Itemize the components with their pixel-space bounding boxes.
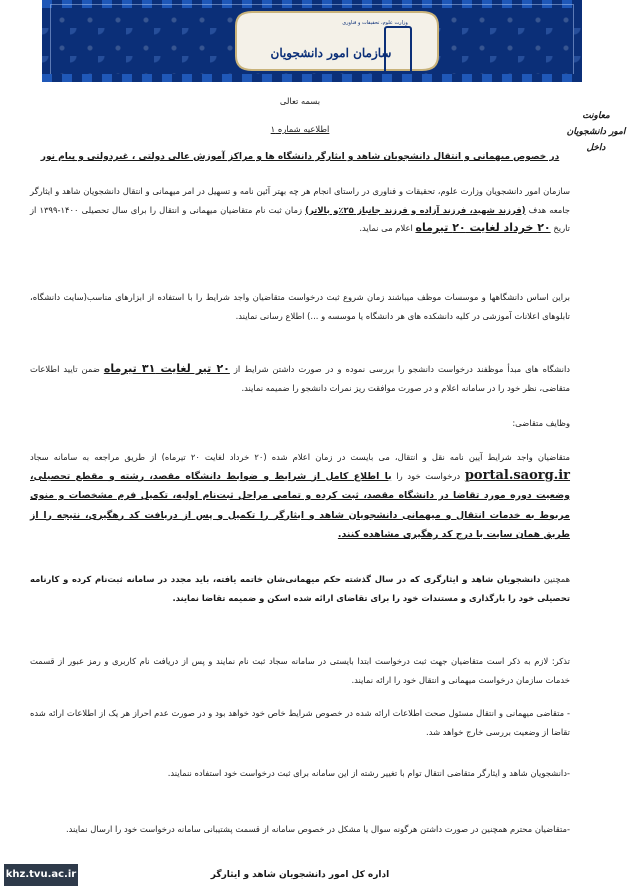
- p1-target-group: (فرزند شهید، فرزند آزاده و فرزند جانباز ۲۵٪و بالاتر): [305, 204, 526, 215]
- p1-date-range: ۲۰ خرداد لغایت ۲۰ تیرماه: [415, 221, 551, 234]
- p3-text-b: ضمن تایید اطلاعات متقاضی، نظر خود را در سامانه اعلام و در صورت موافقت ریز نمرات دانشجو را ضمیمه نمایند.: [30, 364, 570, 393]
- side-note-line2: امور دانشجویان داخل: [566, 127, 626, 153]
- basmala: بسمه تعالی: [279, 96, 321, 106]
- paragraph-1: [30, 182, 570, 238]
- banner-bottom-border: [42, 74, 582, 82]
- side-note-line1: معاونت: [582, 111, 610, 121]
- header-banner: [42, 0, 582, 82]
- p1-text-a: سازمان امور دانشجویان وزارت علوم، تحقیقات و فناوری در راستای انجام هر چه بهتر آئین نامه و تسهیل در امر میهمانی و انتقال دانشجویان شاهد و ایثارگر جامعه هدف: [30, 186, 570, 215]
- paragraph-9: -متقاضیان محترم همچنین در صورت داشتن هرگونه سوال یا مشکل در خصوص سامانه از قسمت پشتیبانی سامانه درخواست خود را ارسال نمایند.: [65, 824, 570, 834]
- p4-text-a: متقاضیان واجد شرایط آیین نامه نقل و انتقال، می بایست در زمان اعلام شده (۲۰ خرداد لغایت ۲۰ تیرماه) از طریق مراجعه به سامانه سجاد: [30, 452, 570, 462]
- ministry-line: وزارت علوم، تحقیقات و فناوری: [342, 20, 408, 26]
- paragraph-3: [30, 360, 570, 397]
- paragraph-4: [30, 448, 570, 545]
- signature: اداره کل امور دانشجویان شاهد و ایثارگر: [210, 870, 390, 880]
- paragraph-2: براین اساس دانشگاهها و موسسات موظف میباشند زمان شروع ثبت درخواست متقاضیان واجد شرایط را با استفاده از ابزارهای مناسب(سایت دانشگاه، تابلوهای اعلانات آموزشی در کلیه دانشکده های هر دانشگاه یا موسسه و ...) اطلاع رسانی نمایند.: [30, 292, 570, 321]
- p5-instructions: دانشجویان شاهد و ایثارگری که در سال گذشته حکم میهمانی‌شان خاتمه یافته، باید مجدد در سامانه ثبت‌نام کرده و کارنامه تحصیلی خود را بارگذاری و مستندات خود را برای تقاضای ارائه شده اسکن و ضمیمه تقاضا نمایند.: [30, 574, 570, 603]
- portal-link[interactable]: portal.saorg.ir: [464, 467, 571, 483]
- notice-subject: در خصوص میهمانی و انتقال دانشجویان شاهد و ایثارگر دانشگاه ها و مراکز آموزش عالی دولتی ، غیردولتی و پیام نور: [40, 152, 560, 162]
- side-note: [565, 108, 627, 156]
- p3-text-a: دانشگاه های مبدأ موظفند درخواست دانشجو را بررسی نموده و در صورت داشتن شرایط از: [233, 364, 571, 374]
- site-watermark: khz.tvu.ac.ir: [4, 864, 78, 886]
- p4-text-b: درخواست خود را: [396, 470, 461, 481]
- notice-number: اطلاعیه شماره ۱: [270, 124, 330, 134]
- paragraph-5: [30, 570, 570, 607]
- p1-text-c: اعلام می نماید.: [359, 223, 413, 233]
- p3-date-range: ۲۰ تیر لغایت ۳۱ تیرماه: [103, 362, 230, 375]
- p1-text-b: زمان ثبت نام متقاضیان میهمانی و انتقال را برای سال تحصیلی ۱۴۰۰-۱۳۹۹ از تاریخ: [30, 204, 570, 233]
- p5-text-a: همچنین: [543, 574, 570, 584]
- org-name: سازمان امور دانشجویان: [270, 46, 392, 60]
- p4-instructions: با اطلاع کامل از شرایط و ضوابط دانشگاه مقصد، رشته و مقطع تحصیلی، وضعیت دوره مورد تقاضا در دانشگاه مقصد، ثبت کرده و تمامی مراحل ثبت‌نام اولیه، تکمیل فرم مشخصات و منوی مربوط به خدمات انتقال و میهمانی دانشجویان شاهد و ایثارگر را تکمیل و پس از دریافت کد رهگیری، نتیجه را از طریق همان سایت با درج کد رهگیری مشاهده کنند.: [30, 470, 570, 540]
- paragraph-8: -دانشجویان شاهد و ایثارگر متقاضی انتقال توام با تغییر رشته از این سامانه برای ثبت درخواست خود استفاده ننمایند.: [167, 768, 570, 778]
- paragraph-6-note: تذکر: لازم به ذکر است متقاضیان جهت ثبت درخواست ابتدا بایستی در سامانه سجاد ثبت نام نمایند و پس از دریافت نام کاربری و رمز عبور از قسمت خدمات سازمان درخواست میهمانی و انتقال خود را ارائه نمایند.: [30, 656, 570, 685]
- org-logo-cartouche: [232, 8, 442, 74]
- paragraph-7: - متقاضی میهمانی و انتقال مسئول صحت اطلاعات ارائه شده در خصوص شرایط خاص خود خواهد بود و در صورت عدم احراز هر یک از اطلاعات ارائه شده تقاضا از وضعیت بررسی خارج خواهد شد.: [30, 708, 570, 737]
- duties-heading: وظایف متقاضی:: [512, 418, 570, 428]
